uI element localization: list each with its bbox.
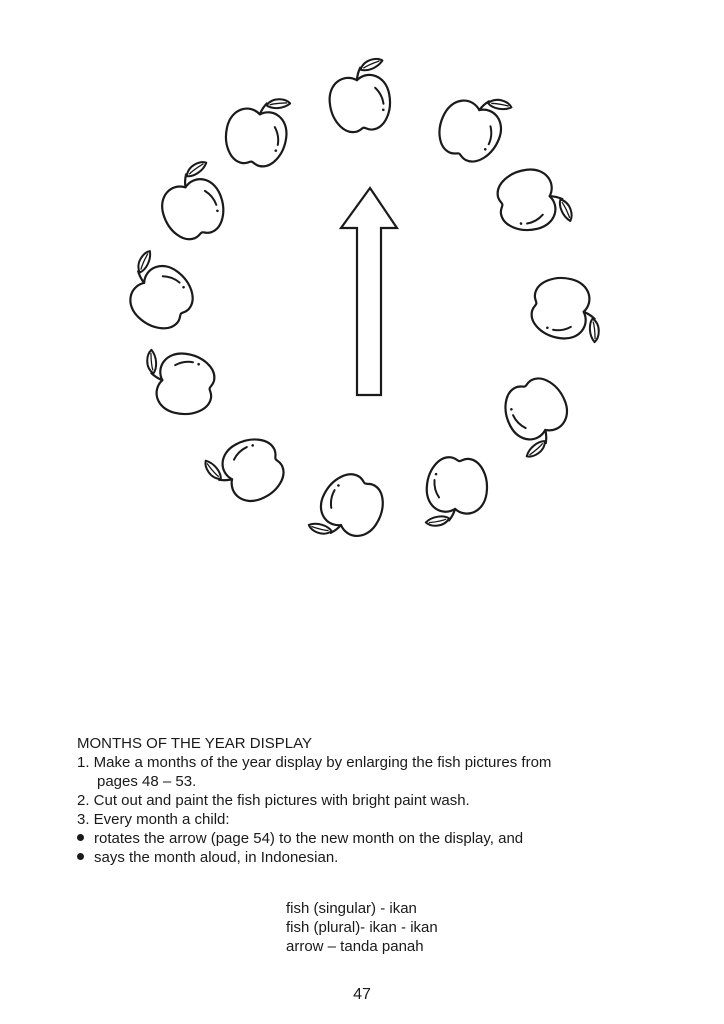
bullet-item [77, 848, 338, 867]
apple-icon [151, 160, 231, 246]
apple-icon [203, 430, 291, 514]
page-number: 47 [353, 986, 371, 1003]
apple-icon [325, 58, 394, 135]
bullet-dot-icon [77, 853, 84, 860]
apple-icon [430, 81, 514, 169]
apple-icon [221, 91, 292, 170]
vocab-fish-singular: fish (singular) - ikan [286, 900, 417, 917]
apple-icon [424, 455, 490, 529]
apple-icon [139, 347, 218, 418]
vocab-arrow: arrow – tanda panah [286, 938, 424, 955]
apple-icon [528, 273, 607, 344]
up-arrow [341, 188, 397, 395]
apple-icon [496, 371, 580, 459]
instruction-step-1-continued: pages 48 – 53. [97, 773, 197, 790]
apple-icon [111, 248, 203, 339]
vocab-fish-plural: fish (plural)- ikan - ikan [286, 919, 438, 936]
bullet-dot-icon [77, 834, 84, 841]
apple-icon [306, 466, 393, 556]
bullet-text: rotates the arrow (page 54) to the new month on the display, and [94, 830, 524, 847]
instruction-step-2: 2. Cut out and paint the fish pictures with bright paint wash. [77, 792, 470, 809]
instruction-step-1: 1. Make a months of the year display by enlarging the fish pictures from [77, 754, 552, 771]
bullet-text: says the month aloud, in Indonesian. [94, 849, 339, 866]
section-heading: MONTHS OF THE YEAR DISPLAY [77, 735, 313, 752]
bullet-item [77, 829, 523, 848]
apple-icon [494, 163, 573, 234]
instruction-step-3: 3. Every month a child: [77, 811, 230, 828]
